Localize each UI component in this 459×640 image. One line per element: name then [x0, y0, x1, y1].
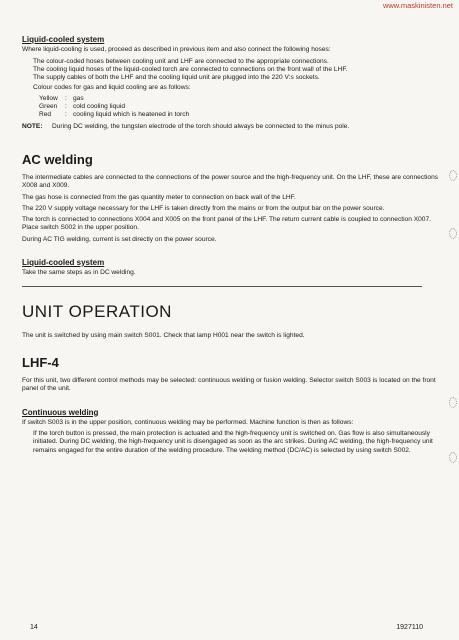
paragraph: The unit is switched by using main switch S001. Check that lamp H001 near the switch is lighted. [22, 331, 305, 339]
colour-name: Red [39, 111, 52, 119]
section-heading-ac-welding: AC welding [22, 151, 93, 167]
section-heading-unit-operation: UNIT OPERATION [22, 301, 172, 321]
paragraph: The torch is connected to connections X004 and X005 on the front panel of the LHF. The return current cable is coupled to connection X007. Place switch S002 in the upper position. [22, 216, 431, 232]
page-number: 14 [30, 624, 38, 631]
colour-code-row [33, 95, 440, 103]
section-heading-liquid-cooled: Liquid-cooled system [22, 258, 105, 268]
colour-separator: : [65, 94, 67, 102]
colour-code-row [33, 103, 440, 111]
paragraph: Take the same steps as in DC welding. [22, 269, 136, 277]
paragraph: Where liquid-cooling is used, proceed as described in previous item and also connect the following hoses: [22, 46, 331, 54]
document-number: 1927110 [396, 624, 423, 631]
colour-separator: : [65, 103, 67, 111]
paragraph: The supply cables of both the LHF and the cooling liquid unit are plugged into the 220 V:s sockets. [33, 74, 320, 82]
paragraph: The cooling liquid hoses of the liquid-cooled torch are connected to connections on the front wall of the LHF. [33, 65, 348, 73]
paragraph: If the torch button is pressed, the main protection is actuated and the high-frequency unit is switched on. Gas flow is also simultaneously initiated. During DC welding, the high-frequency unit is disengaged as soon as the arc strikes. During AC welding, the high-frequency unit remains engaged for the entire duration of the welding procedure. The welding method (DC/AC) is selected by using switch S002. [33, 430, 433, 454]
paragraph: The colour-coded hoses between cooling unit and LHF are connected to the appropriate connections. [33, 57, 329, 65]
colour-description: cooling liquid which is heatened in torch [73, 111, 190, 119]
paragraph: The intermediate cables are connected to the connections of the power source and the high-frequency unit. On the LHF, these are connections X008 and X009. [22, 173, 439, 190]
margin-mark [449, 170, 457, 181]
colour-description: cold cooling liquid [73, 103, 126, 111]
paragraph: For this unit, two different control methods may be selected: continuous welding or fusion welding. Selector switch S003 is located on the front panel of the unit. [22, 376, 436, 393]
indented-block [22, 58, 440, 93]
colour-name: Yellow [39, 94, 58, 102]
colour-separator: : [65, 111, 67, 119]
margin-mark [449, 228, 457, 239]
indented-block [22, 430, 440, 455]
colour-code-row [33, 111, 440, 119]
section-heading-lhf-4: LHF-4 [22, 354, 59, 370]
colour-name: Green [39, 103, 58, 111]
paragraph: The gas hose is connected from the gas quantity meter to connection on back wall of the LHF. [22, 193, 296, 201]
margin-mark [449, 397, 457, 408]
paragraph: The 220 V supply voltage necessary for the LHF is taken directly from the mains or from the output bar on the power source. [22, 204, 385, 212]
document-page [22, 36, 440, 458]
paragraph: Colour codes for gas and liquid cooling are as follows: [33, 84, 191, 92]
margin-mark [449, 452, 457, 463]
section-heading-liquid-cooled: Liquid-cooled system [22, 35, 105, 44]
page-footer [30, 624, 423, 631]
paragraph: During AC TIG welding, current is set directly on the power source. [22, 235, 217, 243]
note-label: NOTE: [22, 122, 43, 130]
colour-description: gas [73, 94, 84, 102]
colour-code-list [22, 95, 440, 120]
watermark[interactable]: www.maskinisten.net [382, 1, 453, 10]
horizontal-divider [22, 286, 422, 287]
section-heading-continuous-welding: Continuous welding [22, 407, 99, 417]
note [22, 123, 440, 131]
paragraph: If switch S003 is in the upper position, continuous welding may be performed. Machine function is then as follows: [22, 418, 354, 426]
note-text: During DC welding, the tungsten electrode of the torch should always be connected to the minus pole. [52, 122, 350, 130]
